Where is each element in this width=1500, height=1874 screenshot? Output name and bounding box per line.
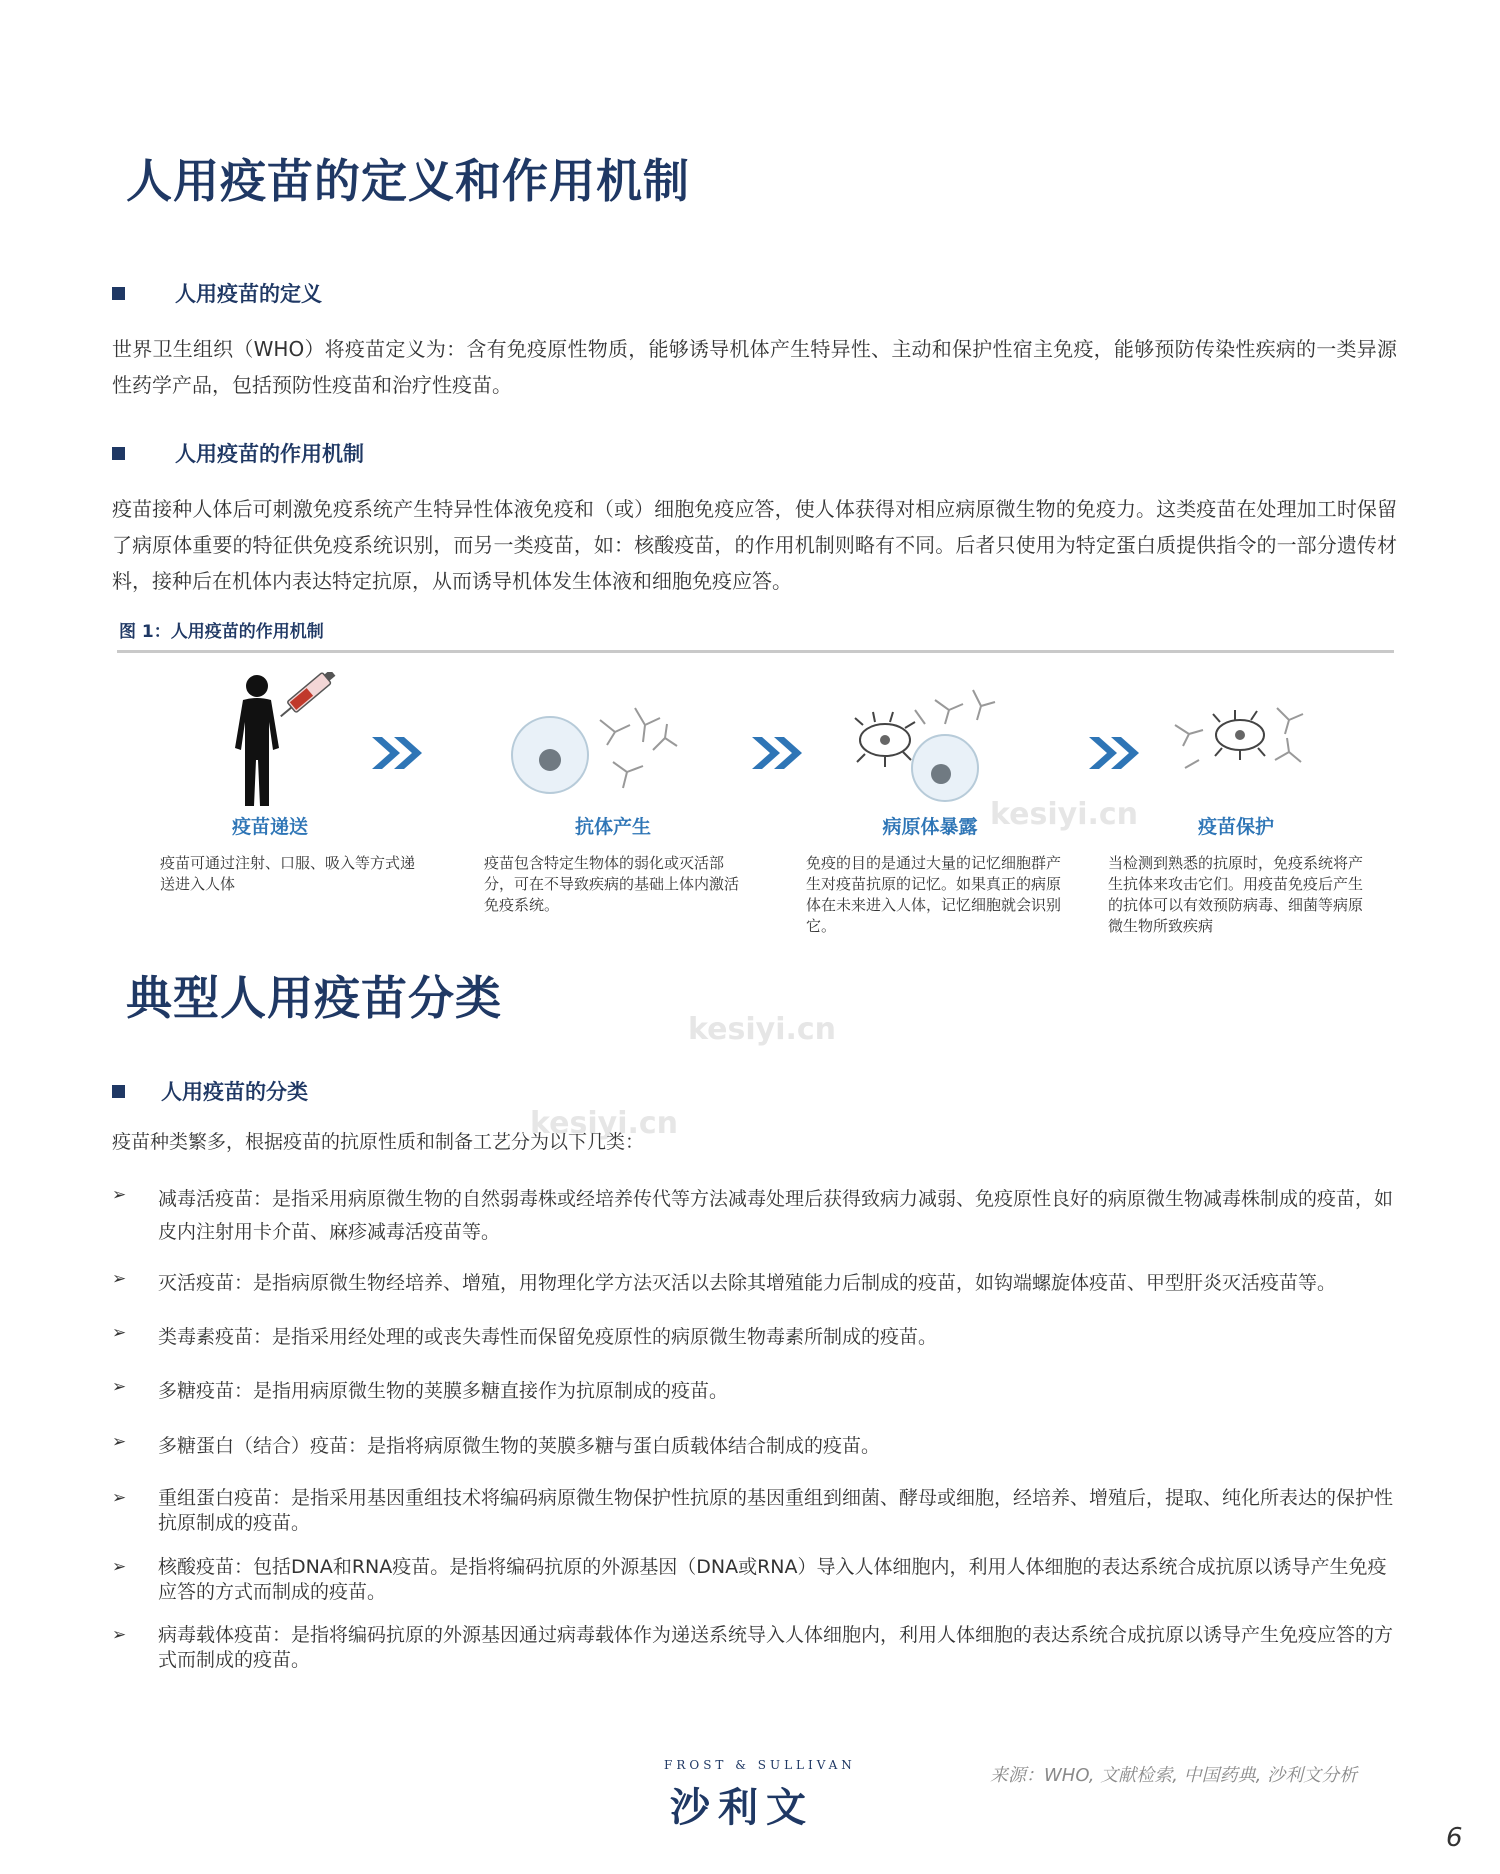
list-item — [112, 1555, 1402, 1605]
list-item — [112, 1321, 1402, 1354]
step-label-exposure: 病原体暴露 — [882, 816, 978, 838]
section-heading-text: 人用疫苗的作用机制 — [175, 442, 364, 466]
figure-title: 图 1：人用疫苗的作用机制 — [119, 622, 324, 642]
page-title: 人用疫苗的定义和作用机制 — [126, 154, 690, 208]
step-desc-delivery: 疫苗可通过注射、口服、吸入等方式递送进入人体 — [160, 854, 416, 893]
list-item — [112, 1486, 1402, 1536]
pathogen-cell-icon — [845, 680, 1025, 810]
section-heading-classification — [112, 1076, 308, 1106]
watermark: kesiyi.cn — [688, 1012, 837, 1047]
step-label-antibody: 抗体产生 — [574, 816, 651, 838]
definition-paragraph: 世界卫生组织（WHO）将疫苗定义为：含有免疫原性物质，能够诱导机体产生特异性、主动和保护性宿主免疫，能够预防传染性疾病的一类异源性药学产品，包括预防性疫苗和治疗性疫苗。 — [112, 337, 1397, 397]
classification-intro: 疫苗种类繁多，根据疫苗的抗原性质和制备工艺分为以下几类： — [112, 1131, 645, 1153]
list-item-text: 病毒载体疫苗：是指将编码抗原的外源基因通过病毒载体作为递送系统导入人体细胞内，利用人体细胞的表达系统合成抗原以诱导产生免疫应答的方式而制成的疫苗。 — [158, 1624, 1394, 1671]
section-title-classification: 典型人用疫苗分类 — [126, 971, 502, 1025]
person-syringe-icon — [215, 672, 345, 812]
watermark: kesiyi.cn — [530, 1106, 679, 1141]
arrow-bullet-icon: ➢ — [112, 1557, 127, 1577]
logo-text-en: FROST & SULLIVAN — [664, 1758, 856, 1772]
chevron-right-icon — [1087, 735, 1143, 771]
list-item-text: 核酸疫苗：包括DNA和RNA疫苗。是指将编码抗原的外源基因（DNA或RNA）导入人体细胞内，利用人体细胞的表达系统合成抗原以诱导产生免疫应答的方式而制成的疫苗。 — [158, 1556, 1387, 1603]
list-item — [112, 1375, 1402, 1408]
square-bullet-icon — [112, 287, 125, 300]
list-item-text: 多糖疫苗：是指用病原微生物的荚膜多糖直接作为抗原制成的疫苗。 — [158, 1380, 729, 1402]
figure-divider — [117, 650, 1394, 653]
page-number: 6 — [1446, 1823, 1463, 1853]
source-note: 来源：WHO, 文献检索, 中国药典, 沙利文分析 — [990, 1765, 1358, 1786]
watermark: kesiyi.cn — [990, 797, 1139, 832]
arrow-bullet-icon: ➢ — [112, 1323, 127, 1343]
list-item-text: 灭活疫苗：是指病原微生物经培养、增殖，用物理化学方法灭活以去除其增殖能力后制成的疫苗，如钩端螺旋体疫苗、甲型肝炎灭活疫苗等。 — [158, 1272, 1337, 1294]
list-item — [112, 1623, 1402, 1673]
list-item-text: 减毒活疫苗：是指采用病原微生物的自然弱毒株或经培养传代等方法减毒处理后获得致病力减弱、免疫原性良好的病原微生物减毒株制成的疫苗，如皮内注射用卡介苗、麻疹减毒活疫苗等。 — [158, 1188, 1394, 1243]
step-desc-exposure: 免疫的目的是通过大量的记忆细胞群产生对疫苗抗原的记忆。如果真正的病原体在未来进入人体，记忆细胞就会识别它。 — [806, 854, 1062, 935]
section-heading-text: 人用疫苗的定义 — [175, 282, 322, 306]
section-heading-text: 人用疫苗的分类 — [161, 1080, 308, 1104]
antibody-attack-icon — [1165, 690, 1335, 790]
section-heading-definition — [112, 278, 322, 308]
arrow-bullet-icon: ➢ — [112, 1185, 127, 1205]
list-item-text: 多糖蛋白（结合）疫苗：是指将病原微生物的荚膜多糖与蛋白质载体结合制成的疫苗。 — [158, 1435, 881, 1457]
list-item-text: 重组蛋白疫苗：是指采用基因重组技术将编码病原微生物保护性抗原的基因重组到细菌、酵母或细胞，经培养、增殖后，提取、纯化所表达的保护性抗原制成的疫苗。 — [158, 1487, 1394, 1534]
square-bullet-icon — [112, 447, 125, 460]
chevron-right-icon — [370, 735, 426, 771]
step-label-delivery: 疫苗递送 — [231, 816, 308, 838]
logo: 沙利文 — [670, 1785, 814, 1831]
step-desc-protection: 当检测到熟悉的抗原时，免疫系统将产生抗体来攻击它们。用疫苗免疫后产生的抗体可以有效预防病毒、细菌等病原微生物所致疾病 — [1108, 854, 1364, 935]
step-desc-antibody: 疫苗包含特定生物体的弱化或灭活部分，可在不导致疾病的基础上体内激活免疫系统。 — [484, 854, 740, 914]
arrow-bullet-icon: ➢ — [112, 1432, 127, 1452]
square-bullet-icon — [112, 1085, 125, 1098]
arrow-bullet-icon: ➢ — [112, 1269, 127, 1289]
mechanism-paragraph: 疫苗接种人体后可刺激免疫系统产生特异性体液免疫和（或）细胞免疫应答，使人体获得对相应病原微生物的免疫力。这类疫苗在处理加工时保留了病原体重要的特征供免疫系统识别，而另一类疫苗，如：核酸疫苗，的作用机制则略有不同。后者只使用为特定蛋白质提供指令的一部分遗传材料，接种后在机体内表达特定抗原，从而诱导机体发生体液和细胞免疫应答。 — [112, 497, 1397, 593]
chevron-right-icon — [750, 735, 806, 771]
cell-antibody-icon — [505, 690, 685, 800]
list-item — [112, 1430, 1402, 1463]
arrow-bullet-icon: ➢ — [112, 1377, 127, 1397]
step-label-protection: 疫苗保护 — [1197, 816, 1274, 838]
list-item — [112, 1183, 1402, 1249]
section-heading-mechanism — [112, 438, 364, 468]
arrow-bullet-icon: ➢ — [112, 1625, 127, 1645]
list-item — [112, 1267, 1402, 1300]
arrow-bullet-icon: ➢ — [112, 1488, 127, 1508]
list-item-text: 类毒素疫苗：是指采用经处理的或丧失毒性而保留免疫原性的病原微生物毒素所制成的疫苗。 — [158, 1326, 938, 1348]
